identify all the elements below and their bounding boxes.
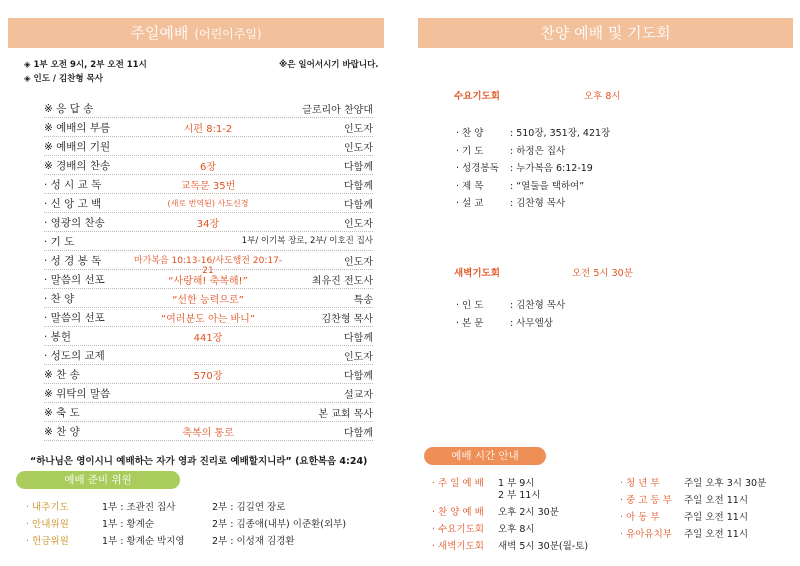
order-item-detail: 시편 8:1-2: [183, 124, 233, 135]
order-item-leader: 김찬형 목사: [321, 314, 373, 325]
order-item-leader: 본 교회 목사: [318, 409, 373, 420]
order-item-label: · 말씀의 선포: [44, 312, 105, 324]
service-times-title: 예배 시간 안내: [424, 447, 546, 465]
order-item-leader: 인도자: [344, 257, 373, 268]
order-item-detail: (새로 번역된) 사도신경: [167, 199, 249, 208]
dawn-prayer-title: 새벽기도회: [454, 268, 500, 279]
order-item-detail: 570장: [193, 371, 223, 382]
order-item-label: · 찬 양: [44, 293, 75, 305]
dawn-prayer-time: 오전 5시 30분: [572, 268, 633, 279]
detail-value: : 김찬형 목사: [510, 300, 566, 311]
order-item-label: ※ 축 도: [44, 407, 80, 419]
detail-key: · 본 문: [456, 317, 484, 329]
prep-role: · 내주기도: [26, 502, 69, 513]
order-item-detail: “선한 능력으로”: [172, 295, 244, 306]
order-item-leader: 인도자: [344, 143, 373, 154]
order-item-label: ※ 예배의 기원: [44, 141, 111, 153]
prep-first-service: 1부 : 조관진 집사: [102, 502, 176, 513]
order-item-detail: 교독문 35번: [180, 181, 236, 192]
order-row: [44, 270, 373, 289]
order-item-label: ※ 경배의 찬송: [44, 160, 111, 172]
detail-key: · 인 도: [456, 300, 484, 311]
order-row: [44, 403, 373, 422]
detail-value: : 사무엘상: [510, 317, 553, 329]
praise-service-title: 찬양 예배 및 기도회: [540, 24, 671, 42]
order-item-label: · 성 시 교 독: [44, 179, 102, 191]
service-time-value: 1 부 9시: [498, 478, 535, 489]
order-row: [44, 213, 373, 232]
prep-role: · 안내위원: [26, 519, 69, 530]
order-row: [44, 175, 373, 194]
order-row: [44, 194, 373, 213]
prep-first-service: 1부 : 황계순: [102, 519, 154, 530]
order-item-leader: 인도자: [344, 219, 373, 230]
scripture-quote: “하나님은 영이시니 예배하는 자가 영과 진리로 예배할지니라” (요한복음 4:24): [30, 456, 368, 467]
order-item-label: ※ 응 답 송: [44, 103, 94, 115]
order-item-leader: 다함께: [344, 162, 373, 173]
detail-key: · 제 목: [456, 180, 484, 192]
prep-second-service: 2부 : 이성재 김경환: [212, 536, 295, 547]
order-row: [44, 232, 373, 251]
order-item-leader: 다함께: [344, 200, 373, 211]
order-item-detail: 441장: [193, 333, 223, 344]
order-row: [44, 289, 373, 308]
prep-second-service: 2부 : 김종애(내부) 이준환(외부): [212, 519, 347, 530]
order-row-divider: [44, 440, 373, 441]
prep-committee-title: 예배 준비 위원: [16, 471, 180, 489]
dept-time-label: · 중 고 등 부: [620, 495, 672, 506]
order-row: [44, 365, 373, 384]
order-item-leader: 특송: [353, 295, 373, 306]
order-item-leader: 글로리아 찬양대: [302, 105, 373, 116]
order-row: [44, 422, 373, 441]
service-time-label: · 찬 양 예 배: [432, 507, 484, 518]
dept-time-label: · 아 동 부: [620, 512, 660, 523]
order-item-label: ※ 찬 양: [44, 426, 80, 438]
order-item-leader: 1부/ 이기복 장로, 2부/ 이호진 집사: [241, 236, 373, 246]
order-row: [44, 118, 373, 137]
order-row: [44, 346, 373, 365]
order-item-leader: 인도자: [344, 352, 373, 363]
service-time-value: 2 부 11시: [498, 490, 541, 501]
service-time-value: 오후 2시 30분: [498, 507, 559, 518]
order-item-detail: 마가복음 10:13-16/사도행전 20:17-21: [133, 256, 283, 276]
service-time-label: · 수요기도회: [432, 524, 484, 535]
order-item-leader: 다함께: [344, 333, 373, 344]
detail-value: : “열둘을 택하여”: [510, 180, 585, 192]
praise-service-header: [418, 18, 793, 48]
service-time-value: 새벽 5시 30분(월-토): [498, 541, 589, 552]
order-item-label: ※ 위탁의 말씀: [44, 388, 111, 400]
order-item-label: · 봉헌: [44, 331, 71, 343]
order-item-label: · 영광의 찬송: [44, 217, 105, 229]
detail-key: · 설 교: [456, 198, 484, 209]
order-item-leader: 최유진 전도사: [311, 276, 373, 287]
order-item-detail: “사랑해! 축복해!”: [168, 276, 248, 287]
order-item-detail: 34장: [196, 219, 220, 230]
service-time-label: · 주 일 예 배: [432, 478, 484, 489]
detail-key: · 찬 양: [456, 128, 484, 139]
prep-second-service: 2부 : 김길연 장로: [212, 502, 286, 513]
order-item-label: · 신 앙 고 백: [44, 198, 102, 210]
dept-time-value: 주일 오후 3시 30분: [684, 478, 767, 489]
order-item-label: · 말씀의 선포: [44, 274, 105, 286]
stand-note: ※은 일어서시기 바랍니다.: [279, 60, 379, 70]
order-row: [44, 327, 373, 346]
detail-value: : 510장, 351장, 421장: [510, 128, 611, 139]
order-row: [44, 251, 373, 276]
detail-value: : 김찬형 목사: [510, 198, 566, 209]
order-row: [44, 156, 373, 175]
order-item-leader: 인도자: [344, 124, 373, 135]
order-row: [44, 308, 373, 327]
dept-time-label: · 청 년 부: [620, 478, 660, 489]
sunday-service-subtitle: (어린이주일): [194, 27, 262, 41]
sunday-service-title: 주일예배: [130, 24, 189, 42]
sunday-service-header: [8, 18, 384, 48]
order-item-detail: “여러분도 아는 바니”: [161, 314, 255, 325]
service-time-label: · 새벽기도회: [432, 541, 484, 552]
order-row: [44, 384, 373, 403]
order-item-label: · 성 경 봉 독: [44, 255, 102, 267]
wednesday-prayer-time: 오후 8시: [584, 91, 621, 102]
order-item-leader: 설교자: [344, 390, 373, 401]
service-times-note: ◈ 1부 오전 9시, 2부 오전 11시: [24, 60, 147, 70]
order-item-label: · 기 도: [44, 236, 75, 248]
wednesday-prayer-title: 수요기도회: [454, 91, 500, 102]
dept-time-value: 주일 오전 11시: [684, 529, 749, 540]
order-item-leader: 다함께: [344, 181, 373, 192]
order-item-label: · 성도의 교제: [44, 350, 105, 362]
order-item-leader: 다함께: [344, 371, 373, 382]
order-item-label: ※ 예배의 부름: [44, 122, 111, 134]
leader-note: ◈ 인도 / 김찬형 목사: [24, 74, 103, 84]
dept-time-label: · 유아유치부: [620, 529, 672, 540]
dept-time-value: 주일 오전 11시: [684, 512, 749, 523]
detail-value: : 누가복음 6:12-19: [510, 163, 593, 174]
order-item-label: ※ 찬 송: [44, 369, 80, 381]
detail-key: · 기 도: [456, 145, 484, 157]
order-item-detail: 6장: [199, 162, 217, 173]
detail-value: : 하정은 집사: [510, 145, 566, 157]
dept-time-value: 주일 오전 11시: [684, 495, 749, 506]
service-time-value: 오후 8시: [498, 524, 535, 535]
prep-first-service: 1부 : 황계순 박지영: [102, 536, 185, 547]
detail-key: · 성경봉독: [456, 163, 499, 174]
order-row: [44, 99, 373, 118]
prep-role: · 헌금위원: [26, 536, 69, 547]
order-row: [44, 137, 373, 156]
order-item-leader: 다함께: [344, 428, 373, 439]
order-item-detail: 축복의 통로: [182, 428, 234, 439]
